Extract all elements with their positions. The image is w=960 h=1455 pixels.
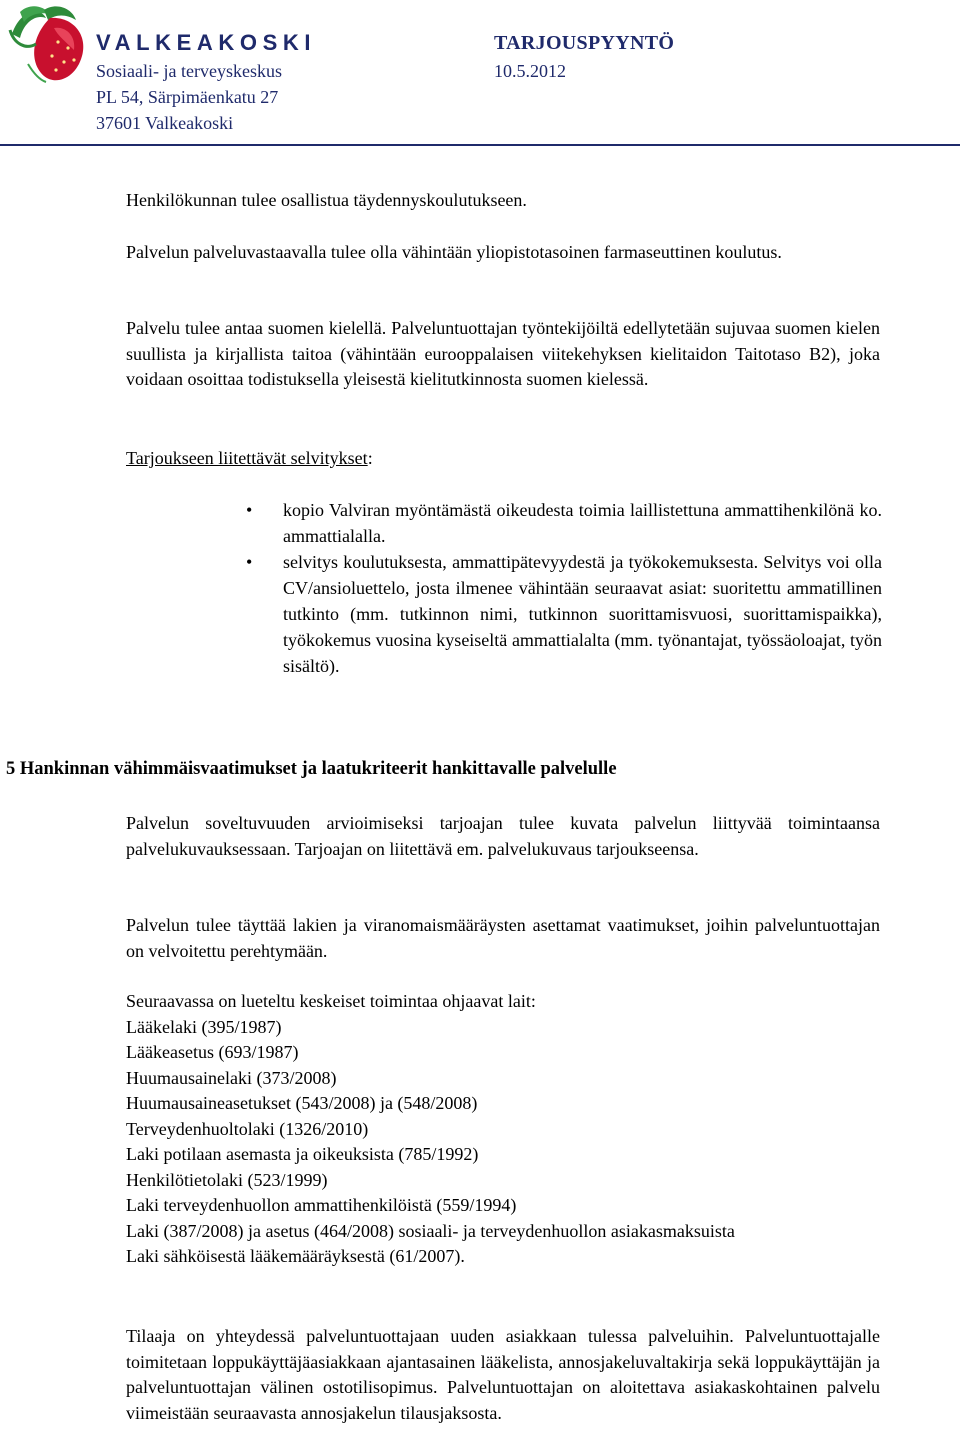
brand-name: VALKEAKOSKI [96, 30, 317, 55]
org-line-2: PL 54, Särpimäenkatu 27 [96, 87, 279, 107]
paragraph-client-process: Tilaaja on yhteydessä palveluntuottajaan uuden asiakkaan tulessa palveluihin. Palveluntuottajalle toimitetaan loppukäyttäjäasiakkaan ajantasainen lääkelista, annosjakeluvaltakirja sekä loppukäyttäjän ja palveluntuottajan välinen ostotilisopimus. Palveluntuottajan on aloitettava asiakaskohtainen palvelu viimeistään seuraavasta annosjakelun tilausjaksosta. [126, 1326, 880, 1423]
org-line-1: Sosiaali- ja terveyskeskus [96, 61, 282, 81]
laws-list [126, 989, 886, 1270]
document-date: 10.5.2012 [494, 61, 566, 81]
attachments-heading [126, 446, 880, 472]
list-item: Huumausainelaki (373/2008) [126, 1067, 337, 1088]
list-item: Laki sähköisestä lääkemääräyksestä (61/2007). [126, 1246, 465, 1266]
strawberry-logo-icon [6, 4, 92, 88]
list-item: Laki potilaan asemasta ja oikeuksista (785/1992) [126, 1144, 479, 1164]
laws-intro: Seuraavassa on lueteltu keskeiset toimintaa ohjaavat lait: [126, 991, 536, 1011]
paragraph-language: Palvelu tulee antaa suomen kielellä. Palveluntuottajan työntekijöiltä edellytetään sujuvaa suomen kielen suullista ja kirjallista taitoa (vähintään eurooppalaisen viitekehyksen kielitaidon Taitotaso B2), joka voidaan osoittaa todistuksella yleisestä kielitutkinnosta suomen kielessä. [126, 318, 880, 389]
document-title: TARJOUSPYYNTÖ [494, 32, 675, 54]
attachments-list [232, 497, 882, 679]
org-line-3: 37601 Valkeakoski [96, 113, 234, 133]
list-item: • selvitys koulutuksesta, ammattipätevyydestä ja työkokemuksesta. Selvitys voi olla CV/ansioluettelo, josta ilmenee vähintään seuraavat asiat: suoritettu ammatillinen tutkinto (mm. tutkinnon nimi, tutkinnon suorittamisvuosi, suorittamispaikka), työkokemus vuosina kyseiseltä ammattialalta (mm. työnantajat, työssäoloajat, työn sisältö). [232, 549, 882, 679]
paragraph-training: Henkilökunnan tulee osallistua täydennyskoulutukseen. [126, 190, 527, 210]
list-item: • kopio Valviran myöntämästä oikeudesta toimia laillistettuna ammattihenkilönä ko. ammattialalla. [232, 497, 882, 549]
paragraph-education: Palvelun palveluvastaavalla tulee olla vähintään yliopistotasoinen farmaseuttinen koulutus. [126, 242, 782, 262]
list-item: Laki (387/2008) ja asetus (464/2008) sosiaali- ja terveydenhuollon asiakasmaksuista [126, 1220, 735, 1241]
attachments-heading-colon: : [367, 448, 373, 468]
list-item: Huumausaineasetukset (543/2008) ja (548/2008) [126, 1093, 478, 1113]
list-item: Henkilötietolaki (523/1999) [126, 1169, 328, 1190]
section-heading: 5 Hankinnan vähimmäisvaatimukset ja laatukriteerit hankittavalle palvelulle [6, 759, 617, 779]
attachments-heading-text: Tarjoukseen liitettävät selvitykset [126, 448, 368, 468]
header-divider [0, 144, 960, 146]
list-item: Terveydenhuoltolaki (1326/2010) [126, 1118, 369, 1139]
paragraph-suitability: Palvelun soveltuvuuden arvioimiseksi tarjoajan tulee kuvata palvelun liittyvää toimintaansa palvelukuvauksessaan. Tarjoajan on liitettävä em. palvelukuvaus tarjoukseensa. [126, 813, 880, 859]
list-item: Lääkeasetus (693/1987) [126, 1042, 299, 1062]
list-item: Laki terveydenhuollon ammattihenkilöistä (559/1994) [126, 1195, 517, 1215]
list-item: Lääkelaki (395/1987) [126, 1016, 282, 1037]
paragraph-requirements: Palvelun tulee täyttää lakien ja viranomaismääräysten asettamat vaatimukset, joihin palveluntuottajan on velvoitettu perehtymään. [126, 915, 880, 961]
